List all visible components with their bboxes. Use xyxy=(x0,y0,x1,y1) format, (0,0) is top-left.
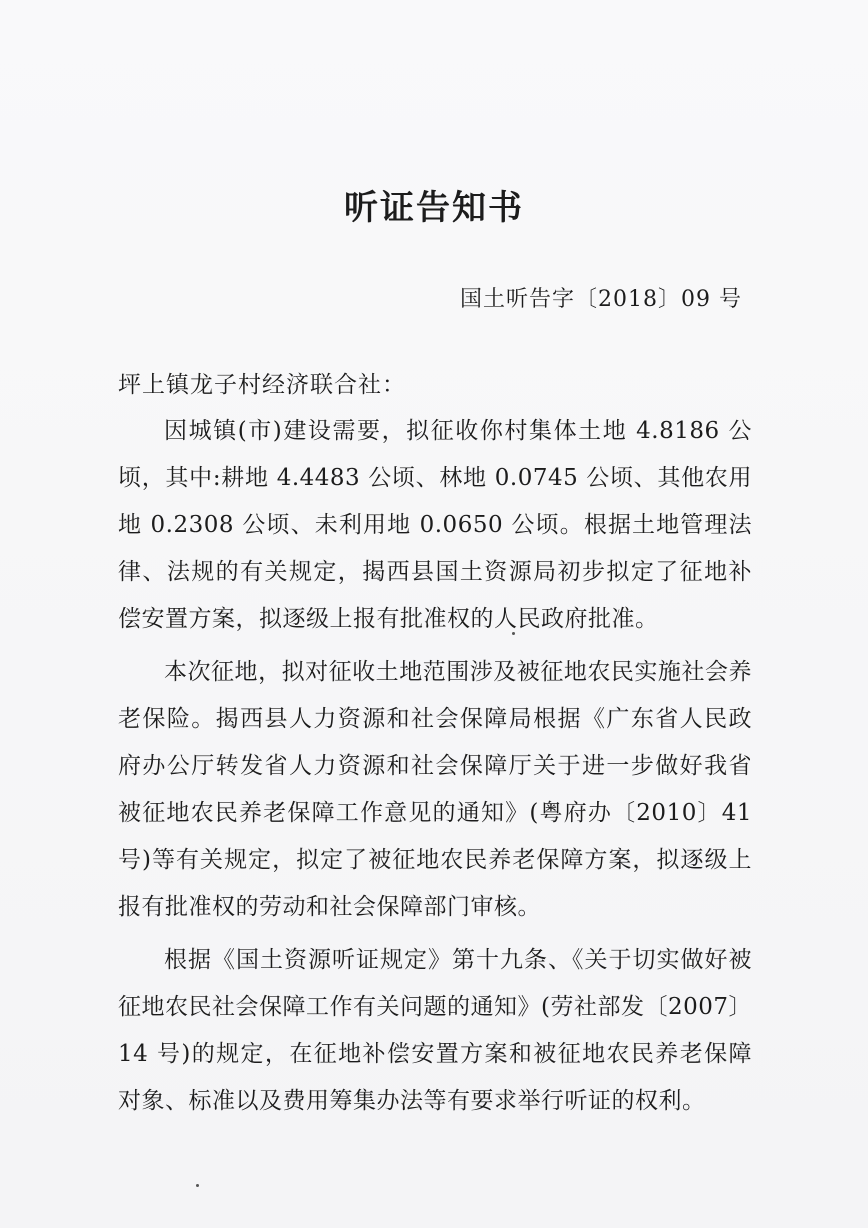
document-body xyxy=(118,408,752,1125)
paragraph-2: 本次征地，拟对征收土地范围涉及被征地农民实施社会养老保险。揭西县人力资源和社会保障局根据《广东省人民政府办公厅转发省人力资源和社会保障厅关于进一步做好我省被征地农民养老保障工作意见的通知》(粤府办〔2010〕41 号)等有关规定，拟定了被征地农民养老保障方案，拟逐级上报有批准权的劳动和社会保障部门审核。 xyxy=(118,659,752,920)
scan-speck xyxy=(196,1184,199,1187)
document-title: 听证告知书 xyxy=(344,188,524,228)
paragraph-3: 根据《国土资源听证规定》第十九条、《关于切实做好被征地农民社会保障工作有关问题的通知》(劳社部发〔2007〕14 号)的规定，在征地补偿安置方案和被征地农民养老保障对象、标准以及费用筹集办法等有要求举行听证的权利。 xyxy=(118,947,753,1114)
scan-speck xyxy=(512,632,515,635)
document-number: 国土听告字〔2018〕09 号 xyxy=(460,287,742,312)
paragraph-1: 因城镇(市)建设需要，拟征收你村集体土地 4.8186 公顷，其中:耕地 4.4483 公顷、林地 0.0745 公顷、其他农用地 0.2308 公顷、未利用地 0.0650 公顷。根据土地管理法律、法规的有关规定，揭西县国土资源局初步拟定了征地补偿安置方案，拟逐级上报有批准权的人民政府批准。 xyxy=(118,418,752,632)
addressee: 坪上镇龙子村经济联合社： xyxy=(118,372,406,398)
